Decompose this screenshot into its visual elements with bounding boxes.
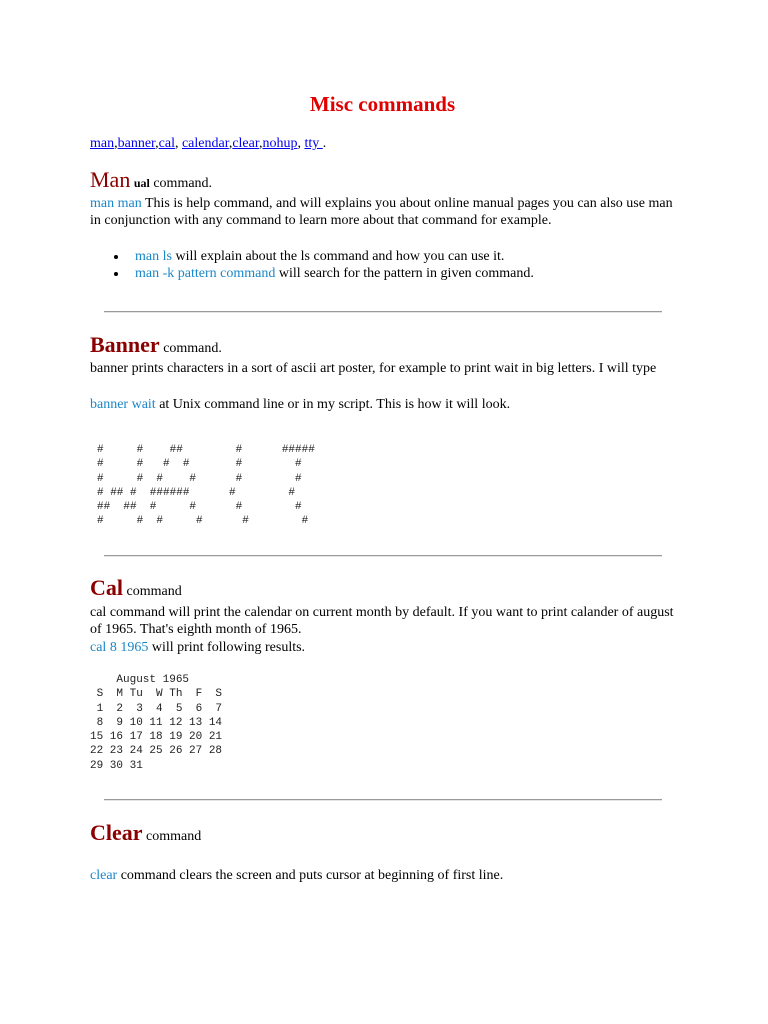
clear-heading <box>90 820 202 845</box>
toc-link-cal[interactable]: cal <box>158 136 175 151</box>
toc-separator: , <box>228 136 233 151</box>
man-heading <box>90 167 213 192</box>
cal-command: cal 8 1965 <box>90 640 149 655</box>
banner-heading <box>90 332 222 357</box>
cal-usage <box>90 639 680 656</box>
banner-usage <box>90 396 680 413</box>
cal-heading-suffix: command <box>123 584 182 599</box>
man-heading-title: Man <box>90 167 131 192</box>
man-bullet-list <box>90 248 534 282</box>
man-intro-text: This is help command, and will explains you about online manual pages you can also use man in conjunction with any command to learn more about that command for example. <box>90 196 673 228</box>
table-of-contents <box>90 135 326 152</box>
banner-command: banner wait <box>90 397 156 412</box>
banner-ascii-output: # # ## # ##### # # # # # # # # # # # # # ## # ###### # # ## ## # # # # # # # # # # <box>97 444 315 528</box>
clear-description-text: command clears the screen and puts cursor at beginning of first line. <box>117 868 504 883</box>
toc-link-banner[interactable]: banner <box>117 136 156 151</box>
cal-description: cal command will print the calendar on current month by default. If you want to print calander of august of 1965. That's eighth month of 1965. <box>90 605 674 637</box>
cal-heading-title: Cal <box>90 575 123 600</box>
banner-heading-suffix: command. <box>159 341 222 356</box>
toc-link-tty[interactable]: tty <box>304 136 323 151</box>
clear-command: clear <box>90 868 118 883</box>
section-divider <box>104 555 662 557</box>
cal-output: August 1965 S M Tu W Th F S 1 2 3 4 5 6 7 8 9 10 11 12 13 14 15 16 17 18 19 20 21 22 23 24 25 26 27 28 29 30 31 <box>90 674 223 772</box>
banner-heading-title: Banner <box>90 332 160 357</box>
page-title: Misc commands <box>309 92 456 116</box>
toc-link-calendar[interactable]: calendar <box>181 136 229 151</box>
list-item <box>90 265 534 282</box>
toc-link-nohup[interactable]: nohup <box>262 136 298 151</box>
man-intro-command: man man <box>90 196 142 211</box>
banner-usage-text: at Unix command line or in my script. This is how it will look. <box>155 397 511 412</box>
clear-heading-suffix: command <box>142 829 202 844</box>
toc-separator: , <box>155 136 159 151</box>
man-heading-suffix-bold: ual <box>133 176 150 190</box>
section-divider <box>104 311 662 313</box>
toc-link-clear[interactable]: clear <box>232 136 259 151</box>
toc-separator: , <box>258 136 263 151</box>
cal-heading <box>90 575 182 600</box>
section-divider <box>104 799 662 801</box>
toc-separator: , <box>297 136 305 151</box>
toc-separator: , <box>174 136 182 151</box>
clear-description <box>90 867 680 884</box>
toc-separator: , <box>114 136 118 151</box>
bullet-text: will explain about the ls command and how you can use it. <box>171 249 505 264</box>
toc-link-man[interactable]: man <box>90 136 115 151</box>
bullet-command: man ls <box>135 249 172 264</box>
cal-usage-text: will print following results. <box>148 640 306 655</box>
list-item <box>90 248 534 265</box>
bullet-text: will search for the pattern in given command. <box>275 266 534 281</box>
man-intro <box>90 195 680 229</box>
bullet-command: man -k pattern command <box>135 266 276 281</box>
toc-end: . <box>322 136 327 151</box>
clear-heading-title: Clear <box>90 820 143 845</box>
banner-description: banner prints characters in a sort of ascii art poster, for example to print wait in big letters. I will type <box>90 361 657 376</box>
man-heading-suffix: command. <box>149 176 213 191</box>
